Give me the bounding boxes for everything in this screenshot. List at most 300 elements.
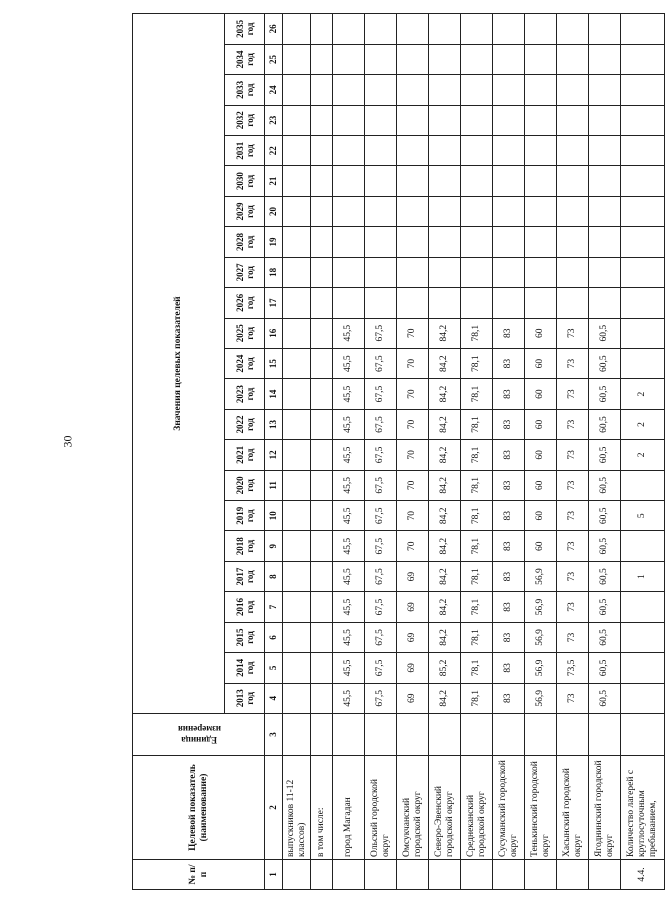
row-value	[397, 105, 429, 135]
row-value	[557, 135, 589, 165]
row-value	[525, 105, 557, 135]
row-value: 78,1	[461, 440, 493, 470]
row-value	[333, 257, 365, 287]
year-header: 2028 год	[225, 227, 265, 257]
row-value	[283, 501, 311, 531]
row-value	[333, 227, 365, 257]
column-number: 1	[265, 860, 283, 890]
row-value: 84,2	[429, 592, 461, 622]
row-value	[621, 166, 665, 196]
row-value: 85,2	[429, 653, 461, 683]
row-value: 78,1	[461, 683, 493, 713]
row-value: 60	[525, 470, 557, 500]
row-unit	[365, 714, 397, 756]
year-header: 2022 год	[225, 409, 265, 439]
row-value: 78,1	[461, 379, 493, 409]
row-value	[557, 257, 589, 287]
row-value: 60,5	[589, 409, 621, 439]
row-value	[429, 44, 461, 74]
row-value: 84,2	[429, 409, 461, 439]
row-value: 60,5	[589, 318, 621, 348]
row-value: 69	[397, 653, 429, 683]
column-number: 15	[265, 348, 283, 378]
row-value	[493, 44, 525, 74]
row-value	[365, 196, 397, 226]
row-value: 70	[397, 470, 429, 500]
column-number: 16	[265, 318, 283, 348]
year-header: 2030 год	[225, 166, 265, 196]
row-name: Сусуманский городской округ	[493, 756, 525, 860]
row-value: 67,5	[365, 348, 397, 378]
row-value	[311, 14, 333, 45]
row-value: 60,5	[589, 501, 621, 531]
row-value: 67,5	[365, 592, 397, 622]
row-value: 73	[557, 561, 589, 591]
row-value	[311, 592, 333, 622]
row-value	[397, 14, 429, 45]
table-row	[557, 14, 589, 890]
row-value: 60,5	[589, 348, 621, 378]
row-value: 83	[493, 409, 525, 439]
row-value	[397, 166, 429, 196]
column-number: 14	[265, 379, 283, 409]
row-value: 45,5	[333, 501, 365, 531]
row-value: 73	[557, 409, 589, 439]
row-value	[621, 348, 665, 378]
row-value	[493, 166, 525, 196]
row-value	[397, 135, 429, 165]
row-value	[283, 227, 311, 257]
row-unit	[525, 714, 557, 756]
row-value	[461, 257, 493, 287]
row-value: 78,1	[461, 409, 493, 439]
row-value	[311, 561, 333, 591]
row-value	[365, 44, 397, 74]
row-value: 56,9	[525, 561, 557, 591]
row-value: 84,2	[429, 622, 461, 652]
row-name: Ягоднинский городской округ	[589, 756, 621, 860]
row-value	[557, 75, 589, 105]
column-number: 23	[265, 105, 283, 135]
row-value: 56,9	[525, 622, 557, 652]
row-value: 60,5	[589, 653, 621, 683]
row-value	[333, 105, 365, 135]
year-header: 2016 год	[225, 592, 265, 622]
row-value: 73	[557, 592, 589, 622]
row-value	[589, 288, 621, 318]
row-value: 78,1	[461, 653, 493, 683]
row-name: Северо-Эвенский городской округ	[429, 756, 461, 860]
row-value: 1	[621, 561, 665, 591]
year-header: 2020 год	[225, 470, 265, 500]
row-value: 83	[493, 470, 525, 500]
row-value	[589, 105, 621, 135]
row-value	[525, 44, 557, 74]
row-value	[461, 166, 493, 196]
column-number: 12	[265, 440, 283, 470]
row-value	[365, 135, 397, 165]
row-name: Хасынский городской округ	[557, 756, 589, 860]
column-number: 17	[265, 288, 283, 318]
row-value	[311, 227, 333, 257]
row-value: 45,5	[333, 531, 365, 561]
row-value: 67,5	[365, 622, 397, 652]
row-value	[311, 440, 333, 470]
row-value	[397, 75, 429, 105]
column-number: 18	[265, 257, 283, 287]
column-number: 13	[265, 409, 283, 439]
row-number	[461, 860, 493, 890]
row-value	[283, 561, 311, 591]
year-header: 2031 год	[225, 135, 265, 165]
row-name: Ольский городской округ	[365, 756, 397, 860]
year-header: 2013 год	[225, 683, 265, 713]
row-value	[621, 683, 665, 713]
row-unit	[589, 714, 621, 756]
row-value	[365, 14, 397, 45]
row-number	[525, 860, 557, 890]
row-value	[493, 196, 525, 226]
year-header: 2018 год	[225, 531, 265, 561]
row-value: 45,5	[333, 653, 365, 683]
year-header: 2023 год	[225, 379, 265, 409]
row-value	[283, 683, 311, 713]
table-row	[333, 14, 365, 890]
row-value: 83	[493, 561, 525, 591]
row-value: 78,1	[461, 561, 493, 591]
row-value: 45,5	[333, 592, 365, 622]
row-value	[283, 14, 311, 45]
row-value	[311, 288, 333, 318]
row-number	[397, 860, 429, 890]
row-value: 60	[525, 348, 557, 378]
row-value: 70	[397, 318, 429, 348]
column-number: 21	[265, 166, 283, 196]
row-value	[557, 196, 589, 226]
row-name: Среднеканский городской округ	[461, 756, 493, 860]
row-value: 73,5	[557, 653, 589, 683]
row-value	[461, 196, 493, 226]
row-value	[429, 227, 461, 257]
row-value	[461, 135, 493, 165]
row-value: 73	[557, 683, 589, 713]
row-value: 67,5	[365, 501, 397, 531]
row-value	[525, 166, 557, 196]
row-value	[557, 44, 589, 74]
column-numbers-row	[265, 14, 283, 890]
row-number	[429, 860, 461, 890]
row-value	[621, 288, 665, 318]
row-value	[621, 44, 665, 74]
row-value: 84,2	[429, 501, 461, 531]
row-value: 84,2	[429, 561, 461, 591]
row-value: 73	[557, 348, 589, 378]
row-value	[589, 44, 621, 74]
row-value	[621, 531, 665, 561]
row-value: 83	[493, 653, 525, 683]
row-value: 83	[493, 379, 525, 409]
row-value	[365, 166, 397, 196]
row-value	[589, 227, 621, 257]
row-value	[333, 166, 365, 196]
row-value: 78,1	[461, 470, 493, 500]
row-value	[283, 257, 311, 287]
column-number: 20	[265, 196, 283, 226]
column-number: 24	[265, 75, 283, 105]
row-value	[589, 257, 621, 287]
row-value: 2	[621, 440, 665, 470]
row-value	[525, 257, 557, 287]
row-value: 73	[557, 531, 589, 561]
row-value	[493, 14, 525, 45]
year-header: 2017 год	[225, 561, 265, 591]
row-value	[429, 14, 461, 45]
row-value	[397, 196, 429, 226]
row-value	[429, 166, 461, 196]
header-unit	[133, 714, 265, 756]
row-value: 84,2	[429, 470, 461, 500]
column-number: 19	[265, 227, 283, 257]
table-row	[589, 14, 621, 890]
row-value	[493, 75, 525, 105]
row-value	[461, 14, 493, 45]
rotated-table-area	[132, 14, 658, 890]
row-name: выпускников 11-12 классов)	[283, 756, 311, 860]
row-value: 70	[397, 531, 429, 561]
row-value: 60	[525, 440, 557, 470]
row-number	[557, 860, 589, 890]
row-value	[525, 75, 557, 105]
row-value	[621, 196, 665, 226]
row-value: 78,1	[461, 531, 493, 561]
row-value: 73	[557, 440, 589, 470]
row-value	[493, 227, 525, 257]
row-value: 73	[557, 318, 589, 348]
row-value	[311, 135, 333, 165]
row-value: 60,5	[589, 440, 621, 470]
row-value	[461, 105, 493, 135]
row-value: 56,9	[525, 592, 557, 622]
table-row	[365, 14, 397, 890]
row-value: 67,5	[365, 561, 397, 591]
row-value: 73	[557, 379, 589, 409]
row-value: 67,5	[365, 440, 397, 470]
row-value	[283, 166, 311, 196]
row-value	[397, 227, 429, 257]
row-value	[397, 288, 429, 318]
row-value: 60	[525, 501, 557, 531]
row-value: 45,5	[333, 683, 365, 713]
row-value	[311, 622, 333, 652]
row-value: 84,2	[429, 348, 461, 378]
row-value: 67,5	[365, 470, 397, 500]
row-value: 67,5	[365, 409, 397, 439]
row-unit	[333, 714, 365, 756]
column-number: 26	[265, 14, 283, 45]
row-number	[493, 860, 525, 890]
row-value: 60	[525, 318, 557, 348]
row-value: 60	[525, 409, 557, 439]
row-value	[429, 135, 461, 165]
row-value	[589, 14, 621, 45]
row-value	[557, 105, 589, 135]
row-value	[621, 14, 665, 45]
row-value: 78,1	[461, 592, 493, 622]
row-value: 60,5	[589, 622, 621, 652]
row-value	[397, 257, 429, 287]
row-value	[621, 227, 665, 257]
row-value: 60	[525, 531, 557, 561]
row-value	[283, 44, 311, 74]
row-value	[589, 196, 621, 226]
row-value	[283, 470, 311, 500]
row-value	[461, 288, 493, 318]
table-row	[621, 14, 665, 890]
row-value	[311, 44, 333, 74]
row-name: Тенькинский городской округ	[525, 756, 557, 860]
row-value: 67,5	[365, 318, 397, 348]
row-value: 56,9	[525, 653, 557, 683]
row-value: 83	[493, 683, 525, 713]
row-number	[283, 860, 311, 890]
row-value: 78,1	[461, 622, 493, 652]
row-value	[311, 501, 333, 531]
row-value: 83	[493, 348, 525, 378]
row-value: 84,2	[429, 379, 461, 409]
column-number: 7	[265, 592, 283, 622]
row-value	[365, 75, 397, 105]
row-value: 69	[397, 592, 429, 622]
row-value: 70	[397, 409, 429, 439]
row-number: 4.4.	[621, 860, 665, 890]
row-value: 83	[493, 501, 525, 531]
row-unit	[461, 714, 493, 756]
table-row	[283, 14, 311, 890]
year-header: 2021 год	[225, 440, 265, 470]
year-header: 2033 год	[225, 75, 265, 105]
row-value: 83	[493, 622, 525, 652]
header-number: № п/п	[133, 860, 265, 890]
row-value	[333, 14, 365, 45]
row-value: 83	[493, 440, 525, 470]
column-number: 25	[265, 44, 283, 74]
row-value: 84,2	[429, 318, 461, 348]
row-value	[525, 196, 557, 226]
row-value	[283, 592, 311, 622]
row-value	[621, 75, 665, 105]
row-value	[589, 135, 621, 165]
row-value	[557, 227, 589, 257]
column-number: 3	[265, 714, 283, 756]
year-header: 2035 год	[225, 14, 265, 45]
row-value: 45,5	[333, 379, 365, 409]
row-name: Омсукчанский городской округ	[397, 756, 429, 860]
row-value: 45,5	[333, 409, 365, 439]
row-value	[493, 288, 525, 318]
row-value	[621, 105, 665, 135]
row-value: 2	[621, 409, 665, 439]
table-row	[461, 14, 493, 890]
row-value: 60,5	[589, 592, 621, 622]
year-header: 2029 год	[225, 196, 265, 226]
year-header: 2026 год	[225, 288, 265, 318]
row-value	[311, 318, 333, 348]
row-value: 45,5	[333, 622, 365, 652]
row-value	[283, 348, 311, 378]
row-value	[333, 44, 365, 74]
header-values: Значения целевых показателей	[133, 14, 225, 714]
row-unit	[429, 714, 461, 756]
row-value: 73	[557, 501, 589, 531]
row-value	[621, 653, 665, 683]
row-value	[333, 75, 365, 105]
row-unit	[621, 714, 665, 756]
row-value	[311, 196, 333, 226]
row-value	[461, 227, 493, 257]
row-value	[283, 318, 311, 348]
row-value: 73	[557, 622, 589, 652]
row-value: 73	[557, 470, 589, 500]
row-value	[429, 75, 461, 105]
row-value	[525, 135, 557, 165]
row-value	[525, 288, 557, 318]
table-row	[311, 14, 333, 890]
header-indicator: Целевой показатель (наименование)	[133, 756, 265, 860]
row-value	[311, 683, 333, 713]
row-value: 83	[493, 592, 525, 622]
table-row	[429, 14, 461, 890]
column-number: 10	[265, 501, 283, 531]
column-number: 9	[265, 531, 283, 561]
row-value	[621, 622, 665, 652]
row-value	[621, 318, 665, 348]
row-name: город Магадан	[333, 756, 365, 860]
row-value: 56,9	[525, 683, 557, 713]
row-value	[429, 257, 461, 287]
row-number	[365, 860, 397, 890]
year-header: 2027 год	[225, 257, 265, 287]
row-value	[589, 166, 621, 196]
row-number	[333, 860, 365, 890]
row-value	[283, 135, 311, 165]
row-value: 67,5	[365, 531, 397, 561]
column-number: 22	[265, 135, 283, 165]
row-value: 60,5	[589, 531, 621, 561]
row-value: 45,5	[333, 348, 365, 378]
row-value	[365, 288, 397, 318]
row-value	[311, 257, 333, 287]
row-value: 70	[397, 348, 429, 378]
year-header: 2032 год	[225, 105, 265, 135]
column-number: 11	[265, 470, 283, 500]
row-value: 69	[397, 622, 429, 652]
header-unit-text: Единица измерения	[176, 724, 221, 746]
row-value	[397, 44, 429, 74]
row-value	[333, 196, 365, 226]
row-value	[493, 105, 525, 135]
table-row	[397, 14, 429, 890]
column-number: 4	[265, 683, 283, 713]
row-value: 78,1	[461, 318, 493, 348]
row-value: 67,5	[365, 379, 397, 409]
row-value	[493, 257, 525, 287]
year-header: 2014 год	[225, 653, 265, 683]
page-number: 30	[60, 435, 75, 448]
row-value	[461, 75, 493, 105]
row-value	[311, 166, 333, 196]
row-value: 45,5	[333, 470, 365, 500]
row-value	[621, 470, 665, 500]
